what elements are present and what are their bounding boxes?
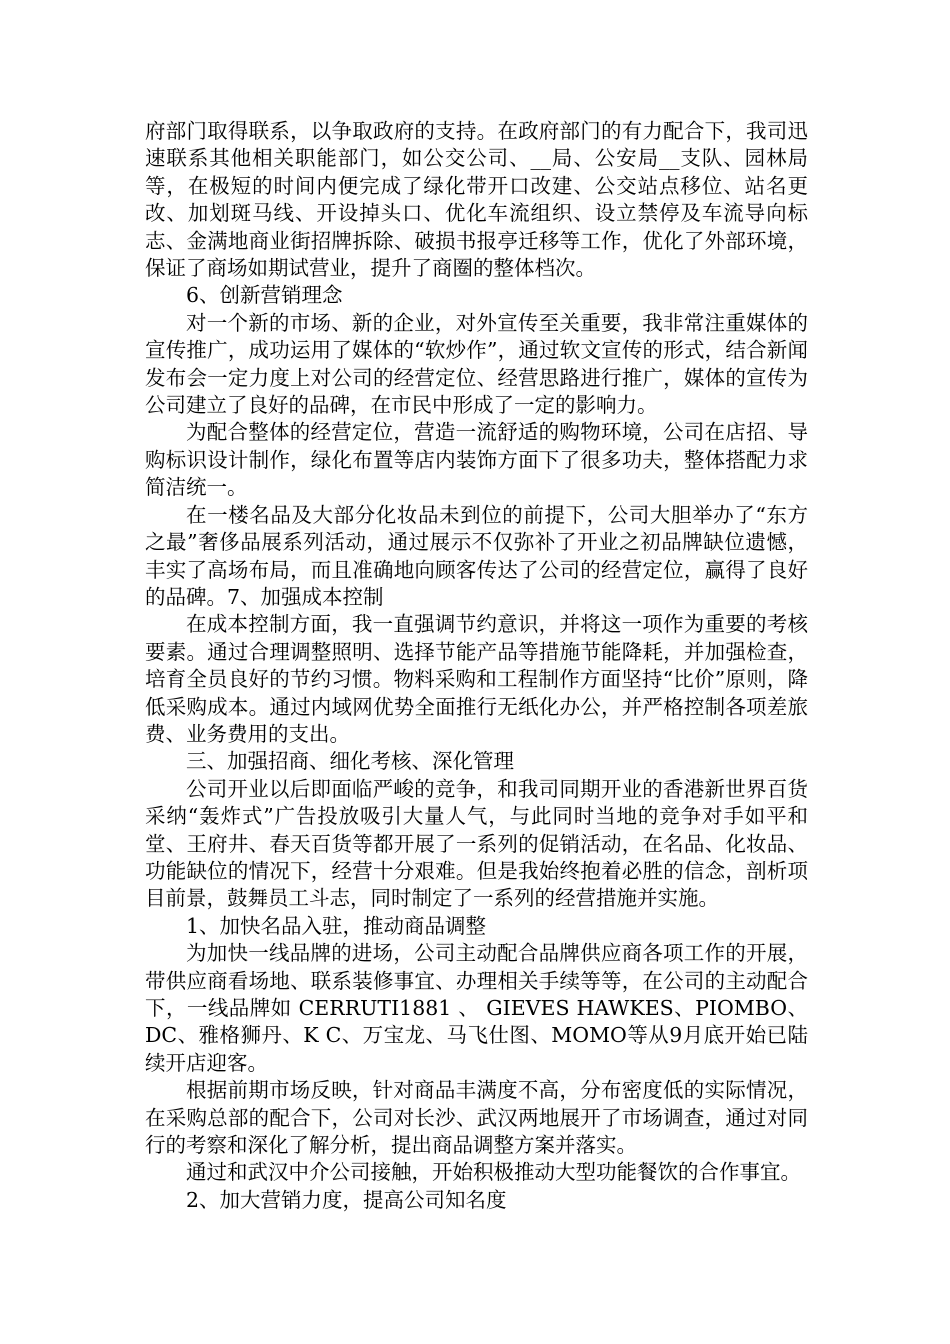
heading-section-3: 三、加强招商、细化考核、深化管理 [186,749,514,774]
paragraph-catering: 通过和武汉中介公司接触，开始积极推动大型功能餐饮的合作事宜。 [186,1160,801,1185]
paragraph-competition: 公司开业以后即面临严峻的竞争，和我司同期开业的香港新世界百货采纳“轰炸式”广告投放吸引大量人气，与此同时当地的竞争对手如平和堂、王府井、春天百货等都开展了一系列的促销活动，在名品、化妆品、功能缺位的情况下，经营十分艰难。但是我始终抱着必胜的信念，剖析项目前景，鼓舞员工斗志，同时制定了一系列的经营措施并实施。 [145,776,808,911]
heading-2-marketing-effort: 2、加大营销力度，提高公司知名度 [186,1187,507,1212]
paragraph-shopping-environment: 为配合整体的经营定位，营造一流舒适的购物环境，公司在店招、导购标识设计制作，绿化布置等店内装饰方面下了很多功夫，整体搭配力求简洁统一。 [145,420,808,500]
paragraph-market-survey: 根据前期市场反映，针对商品丰满度不高，分布密度低的实际情况，在采购总部的配合下，公司对长沙、武汉两地展开了市场调查，通过对同行的考察和深化了解分析，提出商品调整方案并落实。 [145,1078,808,1158]
document-body [145,118,808,1214]
paragraph-1: 府部门取得联系，以争取政府的支持。在政府部门的有力配合下，我司迅速联系其他相关职能部门，如公交公司、__局、公安局__支队、园林局等，在极短的时间内便完成了绿化带开口改建、公交站点移位、站名更改、加划斑马线、开设掉头口、优化车流组织、设立禁停及车流导向标志、金满地商业街招牌拆除、破损书报亭迁移等工作，优化了外部环境，保证了商场如期试营业，提升了商圈的整体档次。 [145,119,808,281]
heading-1-brand-entry: 1、加快名品入驻，推动商品调整 [186,913,487,938]
paragraph-luxury-exhibition: 在一楼名品及大部分化妆品未到位的前提下，公司大胆举办了“东方之最”奢侈品展系列活动，通过展示不仅弥补了开业之初品牌缺位遗憾，丰实了高场布局，而且准确地向顾客传达了公司的经营定位，赢得了良好的品碑。7、加强成本控制 [145,502,808,609]
paragraph-media-promotion: 对一个新的市场、新的企业，对外宣传至关重要，我非常注重媒体的宣传推广，成功运用了媒体的“软炒作”，通过软文宣传的形式，结合新闻发布会一定力度上对公司的经营定位、经营思路进行推广，媒体的宣传为公司建立了良好的品碑，在市民中形成了一定的影响力。 [145,310,808,418]
heading-6-innovate-marketing: 6、创新营销理念 [186,283,343,308]
paragraph-cost-control: 在成本控制方面，我一直强调节约意识，并将这一项作为重要的考核要素。通过合理调整照明、选择节能产品等措施节能降耗，并加强检查，培育全员良好的节约习惯。物料采购和工程制作方面坚持“比价”原则，降低采购成本。通过内域网优势全面推行无纸化办公，并严格控制各项差旅费、业务费用的支出。 [145,612,808,746]
paragraph-brand-entry: 为加快一线品牌的进场，公司主动配合品牌供应商各项工作的开展，带供应商看场地、联系装修事宜、办理相关手续等等，在公司的主动配合下，一线品牌如 CERRUTI1881 、 GIEVES HAWKES、PIOMBO、DC、雅格狮丹、K C、万宝龙、马飞仕图、MOMO等从9月底开始已陆续开店迎客。 [145,941,808,1075]
